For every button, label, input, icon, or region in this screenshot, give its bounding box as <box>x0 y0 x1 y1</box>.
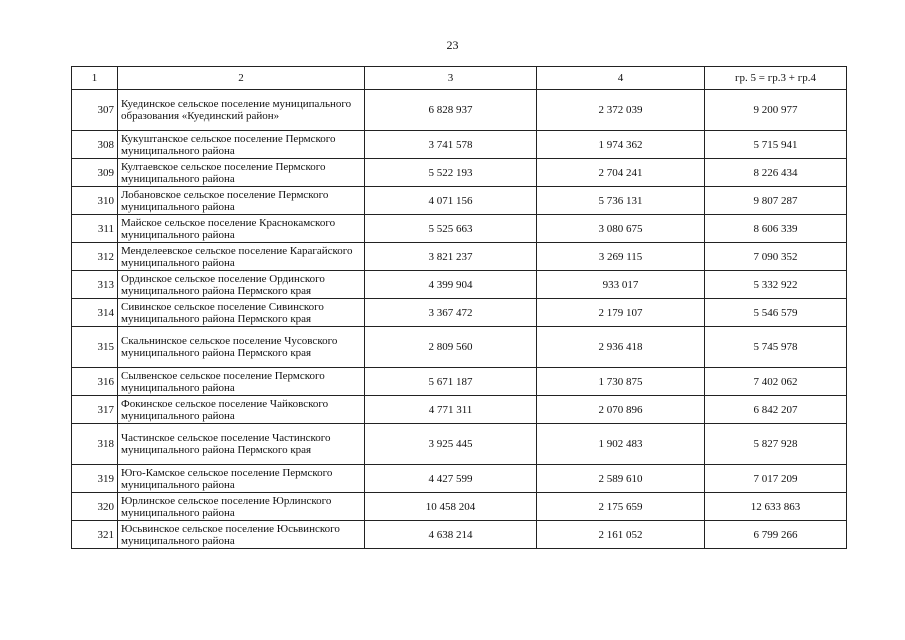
row-number: 312 <box>72 243 118 271</box>
table-row <box>72 493 847 521</box>
budget-table <box>71 66 847 549</box>
value-col-3: 5 522 193 <box>365 159 537 187</box>
row-number: 307 <box>72 90 118 131</box>
value-col-4: 933 017 <box>537 271 705 299</box>
value-col-4: 2 589 610 <box>537 465 705 493</box>
value-col-3: 5 525 663 <box>365 215 537 243</box>
value-col-3: 2 809 560 <box>365 327 537 368</box>
table-row <box>72 271 847 299</box>
settlement-name: Юрлинское сельское поселение Юрлинского муниципального района <box>118 493 365 521</box>
settlement-name: Частинское сельское поселение Частинского муниципального района Пермского края <box>118 424 365 465</box>
value-col-3: 4 771 311 <box>365 396 537 424</box>
table-row <box>72 159 847 187</box>
settlement-name: Скальнинское сельское поселение Чусовского муниципального района Пермского края <box>118 327 365 368</box>
row-number: 310 <box>72 187 118 215</box>
table-row <box>72 368 847 396</box>
row-number: 313 <box>72 271 118 299</box>
value-col-3: 10 458 204 <box>365 493 537 521</box>
value-col-4: 1 730 875 <box>537 368 705 396</box>
table-row <box>72 187 847 215</box>
settlement-name: Лобановское сельское поселение Пермского муниципального района <box>118 187 365 215</box>
value-col-3: 4 399 904 <box>365 271 537 299</box>
table-body <box>72 90 847 549</box>
row-number: 316 <box>72 368 118 396</box>
header-row <box>72 67 847 90</box>
settlement-name: Юго-Камское сельское поселение Пермского муниципального района <box>118 465 365 493</box>
value-col-3: 3 367 472 <box>365 299 537 327</box>
header-col-1: 1 <box>72 67 118 90</box>
table-row <box>72 243 847 271</box>
value-col-4: 2 179 107 <box>537 299 705 327</box>
table-row <box>72 215 847 243</box>
row-number: 320 <box>72 493 118 521</box>
value-col-3: 6 828 937 <box>365 90 537 131</box>
value-total: 7 090 352 <box>705 243 847 271</box>
value-total: 9 807 287 <box>705 187 847 215</box>
value-col-4: 3 269 115 <box>537 243 705 271</box>
settlement-name: Сивинское сельское поселение Сивинского муниципального района Пермского края <box>118 299 365 327</box>
value-total: 5 546 579 <box>705 299 847 327</box>
settlement-name: Ординское сельское поселение Ординского муниципального района Пермского края <box>118 271 365 299</box>
value-total: 5 715 941 <box>705 131 847 159</box>
value-total: 8 606 339 <box>705 215 847 243</box>
row-number: 318 <box>72 424 118 465</box>
value-col-3: 3 741 578 <box>365 131 537 159</box>
value-col-4: 1 902 483 <box>537 424 705 465</box>
table-row <box>72 465 847 493</box>
page-number: 23 <box>446 38 459 52</box>
value-total: 7 402 062 <box>705 368 847 396</box>
value-total: 6 799 266 <box>705 521 847 549</box>
value-total: 6 842 207 <box>705 396 847 424</box>
row-number: 321 <box>72 521 118 549</box>
value-total: 9 200 977 <box>705 90 847 131</box>
settlement-name: Кукуштанское сельское поселение Пермского муниципального района <box>118 131 365 159</box>
value-col-3: 3 925 445 <box>365 424 537 465</box>
header-col-5: гр. 5 = гр.3 + гр.4 <box>705 67 847 90</box>
value-col-4: 1 974 362 <box>537 131 705 159</box>
table-row <box>72 90 847 131</box>
table-row <box>72 299 847 327</box>
value-col-3: 4 427 599 <box>365 465 537 493</box>
row-number: 308 <box>72 131 118 159</box>
value-col-4: 2 372 039 <box>537 90 705 131</box>
table-row <box>72 521 847 549</box>
value-col-4: 2 161 052 <box>537 521 705 549</box>
value-col-4: 3 080 675 <box>537 215 705 243</box>
table-row <box>72 131 847 159</box>
table-row <box>72 424 847 465</box>
settlement-name: Куединское сельское поселение муниципального образования «Куединский район» <box>118 90 365 131</box>
value-col-3: 4 071 156 <box>365 187 537 215</box>
value-col-3: 5 671 187 <box>365 368 537 396</box>
value-col-4: 2 070 896 <box>537 396 705 424</box>
settlement-name: Фокинское сельское поселение Чайковского муниципального района <box>118 396 365 424</box>
header-col-2: 2 <box>118 67 365 90</box>
table-row <box>72 396 847 424</box>
value-total: 7 017 209 <box>705 465 847 493</box>
row-number: 314 <box>72 299 118 327</box>
value-col-3: 4 638 214 <box>365 521 537 549</box>
row-number: 311 <box>72 215 118 243</box>
row-number: 315 <box>72 327 118 368</box>
value-total: 5 332 922 <box>705 271 847 299</box>
header-col-3: 3 <box>365 67 537 90</box>
value-col-4: 2 936 418 <box>537 327 705 368</box>
value-total: 8 226 434 <box>705 159 847 187</box>
settlement-name: Менделеевское сельское поселение Карагайского муниципального района <box>118 243 365 271</box>
value-total: 5 827 928 <box>705 424 847 465</box>
value-col-4: 2 175 659 <box>537 493 705 521</box>
settlement-name: Майское сельское поселение Краснокамского муниципального района <box>118 215 365 243</box>
table-row <box>72 327 847 368</box>
settlement-name: Сылвенское сельское поселение Пермского муниципального района <box>118 368 365 396</box>
header-col-4: 4 <box>537 67 705 90</box>
value-col-4: 5 736 131 <box>537 187 705 215</box>
value-total: 12 633 863 <box>705 493 847 521</box>
value-col-3: 3 821 237 <box>365 243 537 271</box>
row-number: 317 <box>72 396 118 424</box>
value-col-4: 2 704 241 <box>537 159 705 187</box>
settlement-name: Юсьвинское сельское поселение Юсьвинского муниципального района <box>118 521 365 549</box>
settlement-name: Култаевское сельское поселение Пермского муниципального района <box>118 159 365 187</box>
value-total: 5 745 978 <box>705 327 847 368</box>
row-number: 309 <box>72 159 118 187</box>
row-number: 319 <box>72 465 118 493</box>
